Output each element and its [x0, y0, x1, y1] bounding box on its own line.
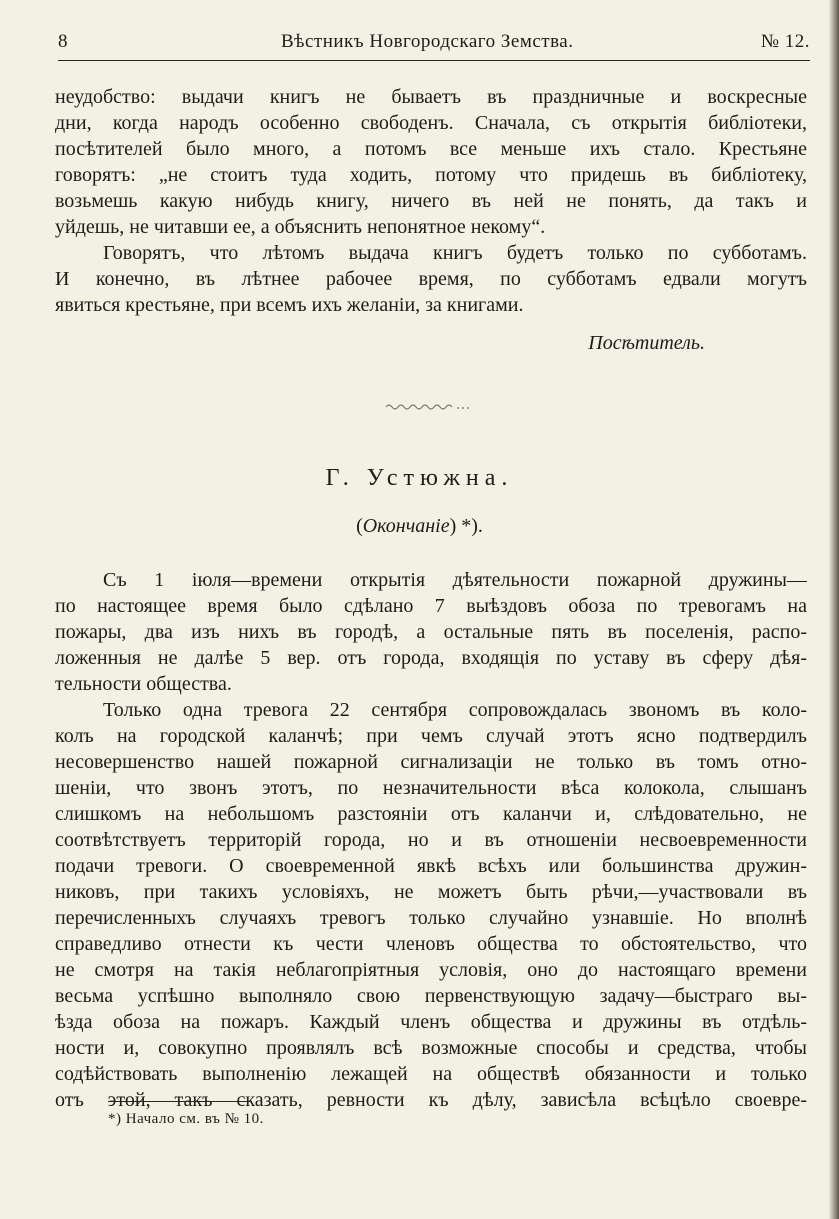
text-line: не смотря на такія неблагопріятныя условія, оно до настоящаго времени: [55, 959, 807, 981]
text-line: слишкомъ на небольшомъ разстояніи отъ каланчи и, слѣдовательно, не: [55, 803, 807, 825]
text-line: колъ на городской каланчѣ; при чемъ случай этотъ ясно подтвердилъ: [55, 725, 807, 747]
running-header: [58, 31, 810, 61]
text-line: отъ этой, такъ сказать, ревности къ дѣлу, зависѣла всѣцѣло своевре-: [55, 1089, 807, 1111]
text-line: возьмешь какую нибудь книгу, ничего въ ней не понять, да такъ и: [55, 190, 807, 212]
text-line: уйдешь, не читавши ее, а объяснить непонятное некому“.: [55, 216, 546, 238]
article2-text: [55, 567, 807, 1113]
header-rule: [58, 60, 810, 61]
text-line: Говорятъ, что лѣтомъ выдача книгъ будетъ только по субботамъ.: [103, 242, 807, 264]
text-line: пожары, два изъ нихъ въ городѣ, а остальные пять въ поселенія, распо-: [55, 621, 807, 643]
text-line: дни, когда народъ особенно свободенъ. Сначала, съ открытія библіотеки,: [55, 112, 807, 134]
text-line: содѣйствовать выполненію лежащей на обществѣ обязанности и только: [55, 1063, 807, 1085]
footnote-rule: [108, 1101, 252, 1102]
text-line: говорятъ: „не стоитъ туда ходить, потому что придешь въ библіотеку,: [55, 164, 807, 186]
page-edge-shadow: [829, 0, 839, 1219]
journal-title: Вѣстникъ Новгородскаго Земства.: [281, 31, 574, 52]
text-line: ности и, совокупно проявлялъ всѣ возможные способы и средства, чтобы: [55, 1037, 807, 1059]
text-line: посѣтителей было много, а потомъ все меньше ихъ стало. Крестьяне: [55, 138, 807, 160]
text-line: И конечно, въ лѣтнее рабочее время, по субботамъ едвали могутъ: [55, 268, 807, 290]
text-line: ѣзда обоза на пожаръ. Каждый членъ общества и дружины въ отдѣль-: [55, 1011, 807, 1033]
text-line: тельности общества.: [55, 673, 232, 695]
text-line: шеніи, что звонъ этотъ, по незначительности вѣса колокола, слышанъ: [55, 777, 807, 799]
text-line: по настоящее время было сдѣлано 7 выѣздовъ обоза по тревогамъ на: [55, 595, 807, 617]
subtitle-label: Окончаніе: [362, 515, 450, 537]
text-line: неудобство: выдачи книгъ не бываетъ въ праздничные и воскресные: [55, 86, 807, 108]
text-line: перечисленныхъ случаяхъ тревогъ только случайно узнавшіе. Но вполнѣ: [55, 907, 807, 929]
section-title: Г. Устюжна.: [325, 465, 514, 491]
text-line: справедливо отнести къ чести членовъ общества то обстоятельство, что: [55, 933, 807, 955]
footnote: *) Начало см. въ № 10.: [108, 1111, 264, 1127]
article1-text: [55, 84, 807, 318]
subtitle-footnote-mark: *).: [461, 515, 483, 537]
text-line: Съ 1 іюля—времени открытія дѣятельности пожарной дружины—: [103, 569, 807, 591]
text-line: несовершенство нашей пожарной сигнализаціи не только въ томъ отно-: [55, 751, 807, 773]
text-line: весьма успѣшно выполняло свою первенствующую задачу—быстраго вы-: [55, 985, 807, 1007]
page-number: 8: [58, 31, 68, 52]
text-line: соотвѣтствуетъ территорій города, но и въ отношеніи несвоевременности: [55, 829, 807, 851]
section-subtitle: (Окончаніе) *).: [356, 515, 483, 537]
text-line: ложенныя не далѣе 5 вер. отъ города, входящія по уставу въ сферу дѣя-: [55, 647, 807, 669]
section-divider-ornament: [384, 402, 474, 412]
signature: Посѣтитель.: [588, 332, 705, 354]
issue-number: № 12.: [760, 31, 810, 52]
text-line: Только одна тревога 22 сентября сопровождалась звономъ въ коло-: [103, 699, 807, 721]
text-line: никовъ, при такихъ условіяхъ, не можетъ быть рѣчи,—участвовали въ: [55, 881, 807, 903]
text-line: подачи тревоги. О своевременной явкѣ всѣхъ или большинства дружин-: [55, 855, 807, 877]
text-line: явиться крестьяне, при всемъ ихъ желаніи, за книгами.: [55, 294, 524, 316]
